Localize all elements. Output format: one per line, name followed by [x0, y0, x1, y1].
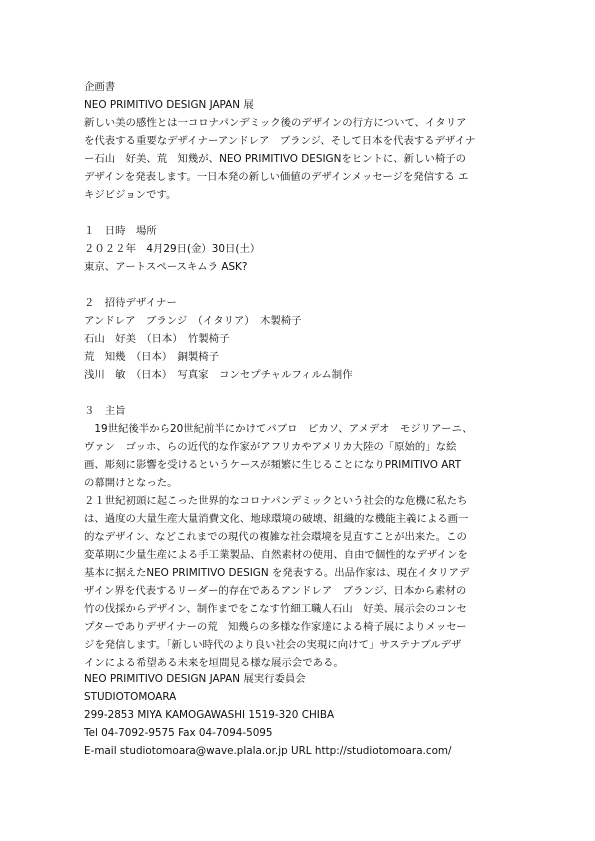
exhibition-title: NEO PRIMITIVO DESIGN JAPAN 展 [84, 99, 254, 111]
section-line: 東京、アートスペースキムラ ASK? [84, 261, 248, 273]
section-title: ３ 主旨 [84, 405, 126, 417]
purpose-line: 19世紀後半から20世紀前半にかけてパブロ ピカソ、アメデオ モジリアーニ、 [84, 423, 473, 435]
purpose-line: の幕開けとなった。 [84, 477, 178, 489]
purpose-line: ヴァン ゴッホ、らの近代的な作家がアフリカやアメリカ大陸の「原始的」な絵 [84, 441, 457, 453]
designer-line: 浅川 敏 （日本） 写真家 コンセプチャルフィルム制作 [84, 369, 353, 381]
intro-line: デザインを発表します。一日本発の新しい価値のデザインメッセージを発信する エ [84, 171, 469, 183]
section-designers [84, 294, 516, 384]
designer-line: アンドレア ブランジ （イタリア） 木製椅子 [84, 315, 302, 327]
phone-fax: Tel 04-7092-9575 Fax 04-7094-5095 [84, 727, 273, 739]
spacer [84, 204, 516, 222]
intro-line: を代表する重要なデザイナーアンドレア ブランジ、そして日本を代表するデザイナ [84, 135, 476, 147]
purpose-line: ザイン界を代表するリーダー的存在であるアンドレア ブランジ、日本から素材の [84, 585, 467, 597]
purpose-line: 変革期に少量生産による手工業製品、自然素材の使用、自由で個性的なデザインを [84, 549, 468, 561]
purpose-line: は、過度の大量生産大量消費文化、地球環境の破壊、組織的な機能主義による画一 [84, 513, 469, 525]
email-url: E-mail studiotomoara@wave.plala.or.jp URL http://studiotomoara.com/ [84, 745, 452, 757]
intro-line: キジビジョンです。 [84, 189, 177, 201]
section-title: ２ 招待デザイナー [84, 297, 177, 309]
purpose-line: プターでありデザイナーの荒 知幾らの多様な作家達による椅子展によりメッセー [84, 621, 467, 633]
contact-block [84, 670, 524, 760]
purpose-line: 基本に据えたNEO PRIMITIVO DESIGN を発表する。出品作家は、現在イタリアデ [84, 567, 470, 579]
purpose-line: 竹の伐採からデザイン、制作までをこなす竹細工職人石山 好美、展示会のコンセ [84, 603, 467, 615]
section-title: １ 日時 場所 [84, 225, 157, 237]
intro-paragraph [84, 114, 516, 204]
studio-name: STUDIOTOMOARA [84, 691, 177, 703]
section-purpose [84, 402, 516, 672]
postal-address: 299-2853 MIYA KAMOGAWASHI 1519-320 CHIBA [84, 709, 335, 721]
spacer [84, 276, 516, 294]
section-date-venue [84, 222, 516, 276]
designer-line: 石山 好美 （日本） 竹製椅子 [84, 333, 230, 345]
spacer [84, 384, 516, 402]
purpose-line: 画、彫刻に影響を受けるというケースが頻繁に生じることになりPRIMITIVO ART [84, 459, 462, 471]
committee-name: NEO PRIMITIVO DESIGN JAPAN 展実行委員会 [84, 673, 306, 685]
designer-line: 荒 知幾 （日本） 銅製椅子 [84, 351, 220, 363]
purpose-line: 的なデザイン、などこれまでの現代の複雑な社会環境を見直すことが出来た。この [84, 531, 467, 543]
purpose-line: インによる希望ある未来を垣間見る様な展示会である。 [84, 657, 344, 669]
document-body [84, 78, 516, 672]
purpose-line: ジを発信します。「新しい時代のより良い社会の実現に向けて」サステナブルデザ [84, 639, 462, 651]
intro-line: ー石山 好美、荒 知幾が、NEO PRIMITIVO DESIGNをヒントに、新しい椅子の [84, 153, 467, 165]
intro-line: 新しい美の感性とは一コロナパンデミック後のデザインの行方について、イタリア [84, 117, 467, 129]
purpose-line: ２１世紀初頭に起こった世界的なコロナパンデミックという社会的な危機に私たち [84, 495, 468, 507]
section-line: ２０２２年 4月29日(金）30日(土） [84, 243, 261, 255]
document-heading: 企画書 [84, 81, 116, 93]
